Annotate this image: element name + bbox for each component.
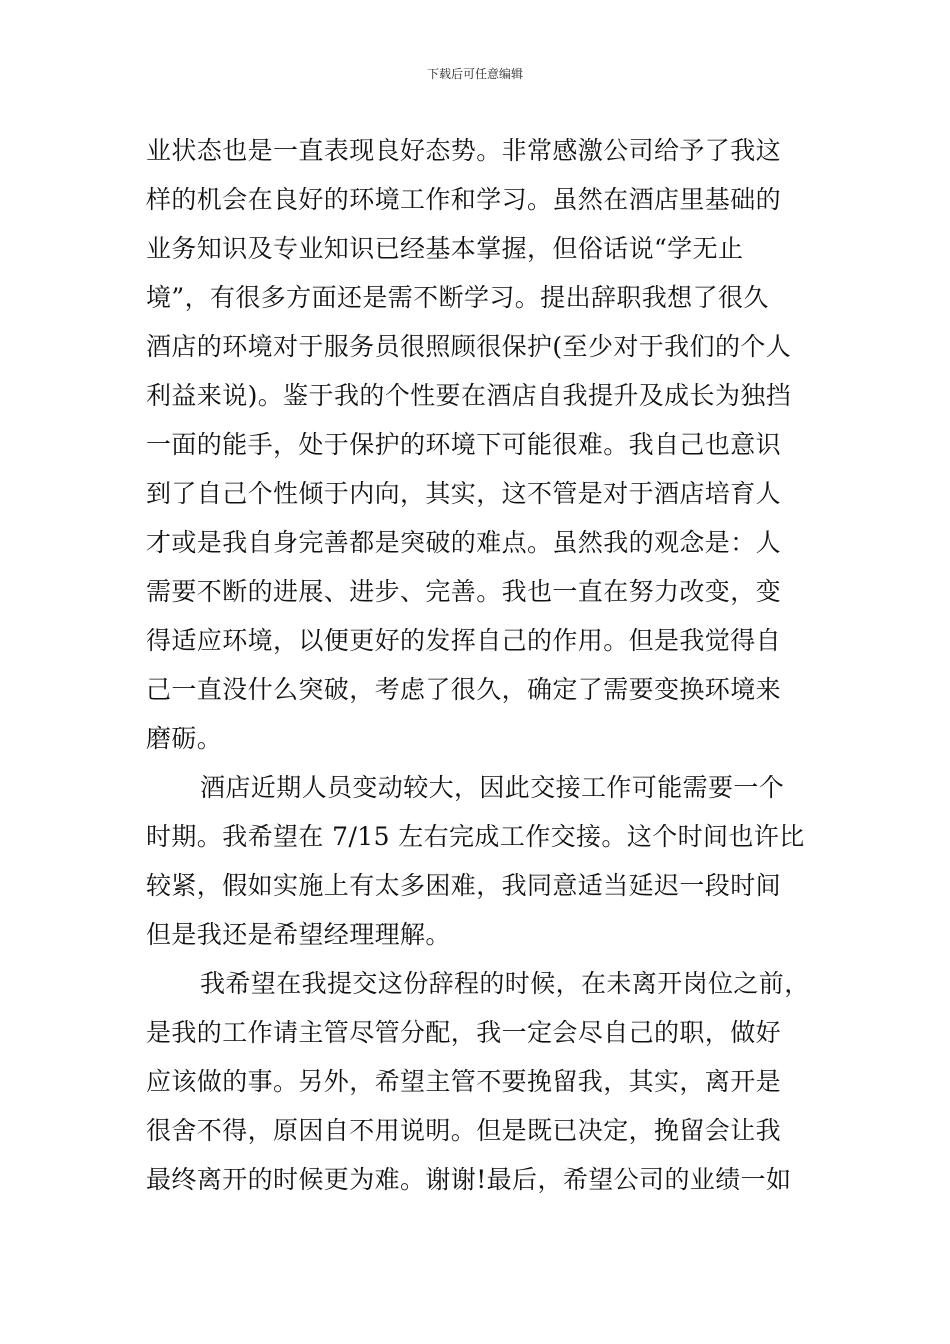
text-line: 最终离开的时候更为难。谢谢!最后，希望公司的业绩一如 <box>146 1165 792 1194</box>
text-line: 才或是我自身完善都是突破的难点。虽然我的观念是：人 <box>146 528 782 557</box>
text-line: 很舍不得，原因自不用说明。但是既已决定，挽留会让我 <box>146 1116 782 1145</box>
text-line: 磨砺。 <box>146 724 223 753</box>
text-line: 时期。我希望在 7/15 左右完成工作交接。这个时间也许比 <box>146 822 805 851</box>
paragraph-3 <box>146 959 826 1204</box>
text-line: 酒店的环境对于服务员很照顾很保护(至少对于我们的个人 <box>146 332 792 361</box>
text-line: 业状态也是一直表现良好态势。非常感激公司给予了我这 <box>146 136 782 165</box>
text-line: 我希望在我提交这份辞程的时候，在未离开岗位之前， <box>200 969 810 998</box>
document-body <box>146 126 826 1204</box>
text-line: 酒店近期人员变动较大，因此交接工作可能需要一个 <box>200 773 785 802</box>
text-line: 应该做的事。另外，希望主管不要挽留我，其实，离开是 <box>146 1067 782 1096</box>
page-header: 下载后可任意编辑 <box>426 67 523 81</box>
paragraph-1 <box>146 126 826 763</box>
text-line: 己一直没什么突破，考虑了很久，确定了需要变换环境来 <box>146 675 782 704</box>
text-line: 境”，有很多方面还是需不断学习。提出辞职我想了很久 <box>146 283 769 312</box>
text-line: 是我的工作请主管尽管分配，我一定会尽自己的职，做好 <box>146 1018 782 1047</box>
text-line: 需要不断的进展、进步、完善。我也一直在努力改变，变 <box>146 577 782 606</box>
text-line: 样的机会在良好的环境工作和学习。虽然在酒店里基础的 <box>146 185 782 214</box>
text-line: 得适应环境，以便更好的发挥自己的作用。但是我觉得自 <box>146 626 782 655</box>
text-line: 业务知识及专业知识已经基本掌握，但俗话说“学无止 <box>146 234 744 263</box>
text-line: 但是我还是希望经理理解。 <box>146 920 451 949</box>
text-line: 一面的能手，处于保护的环境下可能很难。我自己也意识 <box>146 430 782 459</box>
paragraph-2 <box>146 763 826 959</box>
text-line: 到了自己个性倾于内向，其实，这不管是对于酒店培育人 <box>146 479 782 508</box>
text-line: 利益来说)。鉴于我的个性要在酒店自我提升及成长为独挡 <box>146 381 792 410</box>
text-line: 较紧，假如实施上有太多困难，我同意适当延迟一段时间 <box>146 871 782 900</box>
